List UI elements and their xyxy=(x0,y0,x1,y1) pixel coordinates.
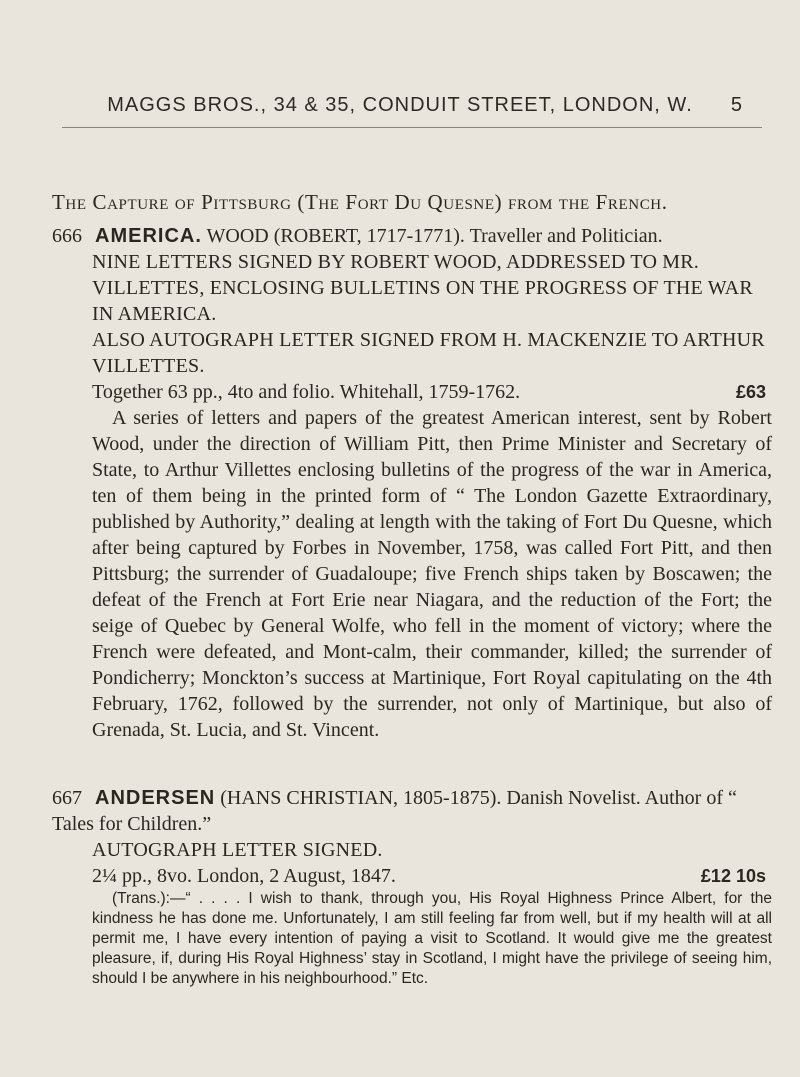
lot-667 xyxy=(52,785,772,989)
lot-description: A series of letters and papers of the greatest American interest, sent by Robert Wood, under the direction of William Pitt, then Prime Minister and Secretary of State, to Arthur Villettes enclosing bulletins of the progress of the war in America, ten of them being in the printed form of “ The London Gazette Extraordinary, published by Authority,” dealing at length with the taking of Fort Du Quesne, which after being captured by Forbes in November, 1758, was called Fort Pitt, and then Pittsburg; the surrender of Guadaloupe; five French ships taken by Boscawen; the defeat of the French at Fort Erie near Niagara, and the reduction of the Fort; the seige of Quebec by General Wolfe, who fell in the moment of victory; where the French were defeated, and Mont-calm, their commander, killed; the surrender of Pondicherry; Monckton’s success at Martinique, Fort Royal capitulating on the 4th February, 1762, followed by the surrender, not only of Martinique, but also of Grenada, St. Lucia, and St. Vincent. xyxy=(92,407,772,741)
lot-title: AUTOGRAPH LETTER SIGNED. xyxy=(92,839,383,861)
lot-details-row xyxy=(92,379,772,405)
lot-number: 667 xyxy=(52,787,82,809)
lot-number: 666 xyxy=(52,225,82,247)
lot-subtitle: ALSO AUTOGRAPH LETTER SIGNED FROM H. MACKENZIE TO ARTHUR VILLETTES. xyxy=(92,329,765,377)
lot-name: ANDERSEN xyxy=(95,787,216,809)
lot-666 xyxy=(52,223,772,743)
lot-heading xyxy=(52,785,772,837)
lot-heading-text: WOOD (ROBERT, 1717-1771). Traveller and Politician. xyxy=(206,225,663,247)
catalogue-content xyxy=(52,190,772,1013)
lot-name: AMERICA. xyxy=(95,225,202,247)
lot-price: £63 xyxy=(735,382,766,402)
page-number: 5 xyxy=(730,94,742,116)
lot-details: Together 63 pp., 4to and folio. Whitehall, 1759-1762. xyxy=(92,381,521,403)
lot-heading-text: (HANS CHRISTIAN, 1805-1875). Danish Novelist. Author of “ Tales for Children.” xyxy=(52,787,737,835)
lot-title: NINE LETTERS SIGNED BY ROBERT WOOD, ADDRESSED TO MR. VILLETTES, ENCLOSING BULLETINS ON THE PROGRESS OF THE WAR IN AMERICA. xyxy=(92,251,753,325)
lot-heading xyxy=(52,223,772,249)
page-header: MAGGS BROS., 34 & 35, CONDUIT STREET, LONDON, W. xyxy=(107,94,693,116)
lot-price: £12 10s xyxy=(700,866,766,886)
header-rule xyxy=(62,127,762,128)
lot-details-row xyxy=(92,863,772,889)
lot-details: 2¼ pp., 8vo. London, 2 August, 1847. xyxy=(92,865,396,887)
lot-description: (Trans.):—“ . . . . I wish to thank, through you, His Royal Highness Prince Albert, for the kindness he has done me. Unfortunately, I am still feeling far from well, but if my health will at all permit me, I have every intention of paying a visit to Scotland. It would give me the greatest pleasure, if, during His Royal Highness’ stay in Scotland, I might have the privilege of seeing him, should I be anywhere in his neighbourhood.” Etc. xyxy=(92,890,772,987)
section-heading: The Capture of Pittsburg (The Fort Du Quesne) from the French. xyxy=(52,190,668,214)
